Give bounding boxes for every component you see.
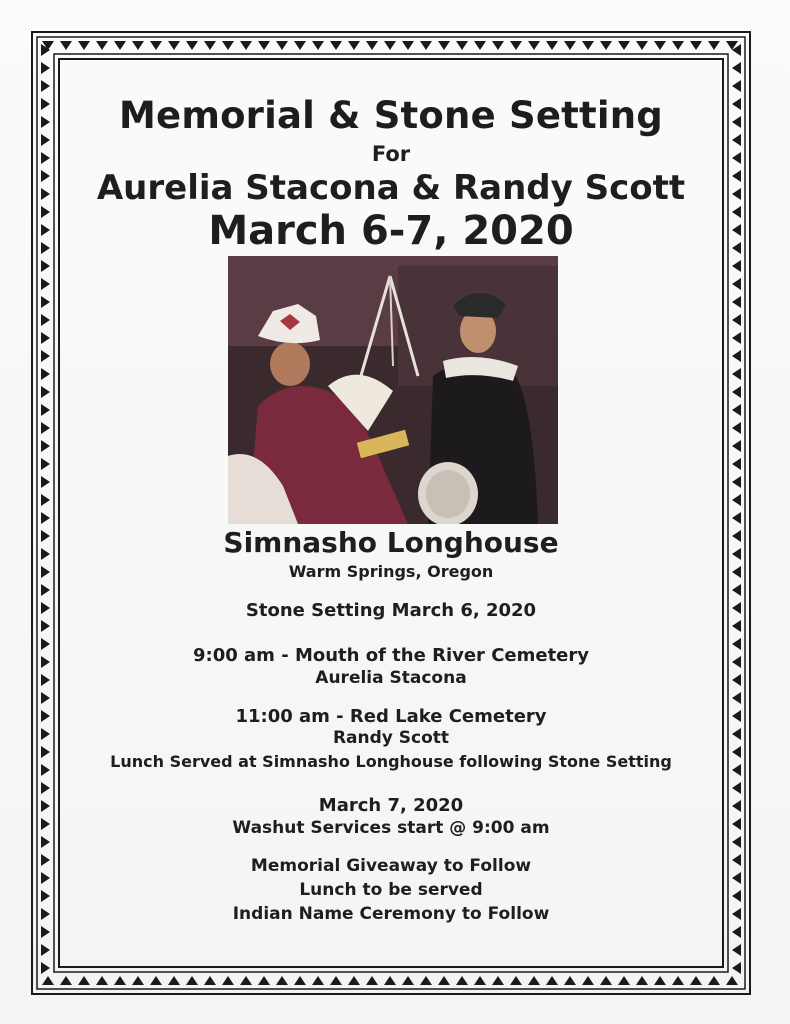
- border-triangle: [420, 976, 432, 985]
- border-triangle: [600, 976, 612, 985]
- border-triangle: [276, 41, 288, 50]
- border-triangle: [732, 242, 741, 254]
- border-triangle: [41, 476, 50, 488]
- border-triangle: [41, 188, 50, 200]
- border-triangle: [732, 152, 741, 164]
- border-triangle: [732, 116, 741, 128]
- border-triangle: [732, 962, 741, 974]
- border-triangle: [732, 224, 741, 236]
- border-triangle: [732, 908, 741, 920]
- border-triangle: [41, 692, 50, 704]
- border-triangle: [294, 976, 306, 985]
- border-triangle: [510, 976, 522, 985]
- border-triangle: [564, 41, 576, 50]
- border-triangle: [618, 976, 630, 985]
- border-triangle: [654, 976, 666, 985]
- border-triangle: [114, 41, 126, 50]
- border-triangle: [732, 188, 741, 200]
- event-dates: March 6-7, 2020: [208, 208, 574, 254]
- border-triangle: [41, 260, 50, 272]
- border-triangle: [258, 41, 270, 50]
- border-triangle: [41, 116, 50, 128]
- border-triangle: [41, 296, 50, 308]
- border-triangle: [41, 728, 50, 740]
- border-triangle: [732, 386, 741, 398]
- border-triangle: [41, 530, 50, 542]
- border-triangle: [456, 41, 468, 50]
- border-triangle: [456, 976, 468, 985]
- border-triangle: [732, 332, 741, 344]
- border-triangle: [41, 548, 50, 560]
- border-triangle: [41, 458, 50, 470]
- border-triangle: [41, 854, 50, 866]
- border-triangle: [348, 976, 360, 985]
- border-triangle: [420, 41, 432, 50]
- border-triangle: [41, 926, 50, 938]
- border-triangle: [186, 976, 198, 985]
- border-triangle: [690, 976, 702, 985]
- day-two-date: March 7, 2020: [318, 795, 464, 816]
- border-triangle: [732, 692, 741, 704]
- border-triangle: [636, 976, 648, 985]
- border-triangle: [732, 728, 741, 740]
- border-triangle: [41, 584, 50, 596]
- border-triangle: [41, 368, 50, 380]
- border-triangle: [732, 314, 741, 326]
- border-triangle: [41, 746, 50, 758]
- border-triangle: [672, 976, 684, 985]
- border-triangle: [732, 944, 741, 956]
- border-triangle: [41, 836, 50, 848]
- border-triangle: [402, 41, 414, 50]
- border-triangle: [41, 134, 50, 146]
- border-triangle: [312, 41, 324, 50]
- border-triangle: [384, 41, 396, 50]
- second-name: Randy Scott: [332, 728, 450, 748]
- border-triangle: [222, 976, 234, 985]
- border-triangle: [708, 41, 720, 50]
- border-triangle: [78, 976, 90, 985]
- border-triangle: [41, 278, 50, 290]
- border-triangle: [708, 976, 720, 985]
- name-ceremony: Indian Name Ceremony to Follow: [232, 904, 550, 924]
- border-triangle: [732, 530, 741, 542]
- border-triangle: [732, 674, 741, 686]
- border-triangle: [546, 41, 558, 50]
- border-triangle: [41, 566, 50, 578]
- border-triangle: [732, 800, 741, 812]
- border-triangle: [600, 41, 612, 50]
- border-triangle: [348, 41, 360, 50]
- border-triangle: [41, 602, 50, 614]
- border-triangle: [732, 710, 741, 722]
- border-triangle: [384, 976, 396, 985]
- border-triangle: [41, 764, 50, 776]
- border-triangle: [492, 41, 504, 50]
- border-triangle: [546, 976, 558, 985]
- border-triangle: [60, 976, 72, 985]
- border-triangle: [41, 638, 50, 650]
- border-triangle: [186, 41, 198, 50]
- venue-location: Warm Springs, Oregon: [288, 562, 494, 581]
- border-triangle: [41, 386, 50, 398]
- border-triangle: [41, 800, 50, 812]
- border-triangle: [41, 206, 50, 218]
- border-triangle: [672, 41, 684, 50]
- border-triangle: [732, 926, 741, 938]
- border-triangle: [732, 818, 741, 830]
- border-triangle: [41, 152, 50, 164]
- border-triangle: [732, 512, 741, 524]
- border-triangle: [132, 976, 144, 985]
- border-triangle: [150, 41, 162, 50]
- border-triangle: [294, 41, 306, 50]
- border-triangle: [41, 494, 50, 506]
- border-triangle: [258, 976, 270, 985]
- border-triangle: [438, 976, 450, 985]
- border-triangle: [132, 41, 144, 50]
- border-triangle: [732, 422, 741, 434]
- border-triangle: [41, 314, 50, 326]
- border-triangle: [732, 656, 741, 668]
- border-triangle: [732, 296, 741, 308]
- border-triangle: [114, 976, 126, 985]
- border-triangle: [168, 41, 180, 50]
- border-triangle: [732, 350, 741, 362]
- border-triangle: [42, 976, 54, 985]
- border-triangle: [366, 976, 378, 985]
- border-triangle: [204, 976, 216, 985]
- border-triangle: [732, 890, 741, 902]
- border-triangle: [732, 548, 741, 560]
- border-triangle: [732, 566, 741, 578]
- for-label: For: [371, 142, 411, 166]
- border-triangle: [41, 710, 50, 722]
- border-triangle: [732, 80, 741, 92]
- border-triangle: [732, 206, 741, 218]
- border-triangle: [41, 674, 50, 686]
- border-triangle: [41, 890, 50, 902]
- border-triangle: [732, 764, 741, 776]
- border-triangle: [366, 41, 378, 50]
- border-triangle: [41, 440, 50, 452]
- border-triangle: [60, 41, 72, 50]
- border-triangle: [732, 836, 741, 848]
- border-triangle: [732, 476, 741, 488]
- border-triangle: [41, 512, 50, 524]
- flyer-content: [60, 60, 722, 960]
- border-triangle: [41, 872, 50, 884]
- border-triangle: [654, 41, 666, 50]
- border-triangle: [41, 62, 50, 74]
- flyer-title: Memorial & Stone Setting: [119, 94, 663, 137]
- border-triangle: [438, 41, 450, 50]
- border-triangle: [41, 242, 50, 254]
- border-triangle: [732, 746, 741, 758]
- border-triangle: [41, 908, 50, 920]
- border-triangle: [732, 98, 741, 110]
- lunch-served: Lunch to be served: [299, 880, 483, 900]
- border-triangle: [732, 458, 741, 470]
- border-triangle: [474, 976, 486, 985]
- lunch-note: Lunch Served at Simnasho Longhouse following Stone Setting: [110, 752, 672, 771]
- border-triangle: [732, 494, 741, 506]
- border-triangle: [41, 422, 50, 434]
- border-triangle: [240, 976, 252, 985]
- border-triangle: [204, 41, 216, 50]
- border-triangle: [564, 976, 576, 985]
- border-triangle: [732, 782, 741, 794]
- border-triangle: [732, 404, 741, 416]
- border-triangle: [330, 976, 342, 985]
- border-triangle: [150, 976, 162, 985]
- border-triangle: [618, 41, 630, 50]
- border-triangle: [402, 976, 414, 985]
- border-triangle: [636, 41, 648, 50]
- border-triangle: [528, 41, 540, 50]
- border-triangle: [732, 638, 741, 650]
- first-name: Aurelia Stacona: [315, 668, 467, 688]
- border-triangle: [732, 872, 741, 884]
- border-triangle: [732, 602, 741, 614]
- border-triangle: [726, 976, 738, 985]
- border-triangle: [474, 41, 486, 50]
- washut-services: Washut Services start @ 9:00 am: [232, 818, 550, 838]
- border-triangle: [41, 332, 50, 344]
- memorial-giveaway: Memorial Giveaway to Follow: [250, 856, 532, 876]
- border-triangle: [41, 944, 50, 956]
- border-triangle: [732, 134, 741, 146]
- border-triangle: [690, 41, 702, 50]
- border-triangle: [41, 404, 50, 416]
- border-triangle: [510, 41, 522, 50]
- venue-name: Simnasho Longhouse: [223, 526, 559, 559]
- border-triangle: [276, 976, 288, 985]
- border-triangle: [492, 976, 504, 985]
- border-triangle: [41, 350, 50, 362]
- border-triangle: [96, 41, 108, 50]
- border-triangle: [96, 976, 108, 985]
- border-triangle: [168, 976, 180, 985]
- honoree-names: Aurelia Stacona & Randy Scott: [96, 168, 686, 208]
- border-triangle: [41, 782, 50, 794]
- border-triangle: [528, 976, 540, 985]
- honorees-photo: [228, 256, 558, 524]
- border-triangle: [732, 368, 741, 380]
- border-triangle: [732, 440, 741, 452]
- border-triangle: [582, 41, 594, 50]
- border-triangle: [41, 656, 50, 668]
- border-triangle: [41, 962, 50, 974]
- border-triangle: [41, 224, 50, 236]
- stone-setting-heading: Stone Setting March 6, 2020: [245, 600, 537, 621]
- border-triangle: [41, 818, 50, 830]
- border-triangle: [222, 41, 234, 50]
- border-triangle: [732, 854, 741, 866]
- border-triangle: [312, 976, 324, 985]
- border-triangle: [582, 976, 594, 985]
- second-cemetery: 11:00 am - Red Lake Cemetery: [235, 706, 547, 727]
- border-triangle: [41, 170, 50, 182]
- border-triangle: [41, 98, 50, 110]
- border-triangle: [78, 41, 90, 50]
- border-triangle: [732, 62, 741, 74]
- border-triangle: [732, 278, 741, 290]
- border-triangle: [732, 620, 741, 632]
- border-triangle: [732, 260, 741, 272]
- first-cemetery: 9:00 am - Mouth of the River Cemetery: [193, 645, 589, 666]
- border-triangle: [41, 620, 50, 632]
- border-triangle: [732, 170, 741, 182]
- border-triangle: [240, 41, 252, 50]
- border-triangle: [732, 584, 741, 596]
- border-triangle: [330, 41, 342, 50]
- border-triangle: [41, 80, 50, 92]
